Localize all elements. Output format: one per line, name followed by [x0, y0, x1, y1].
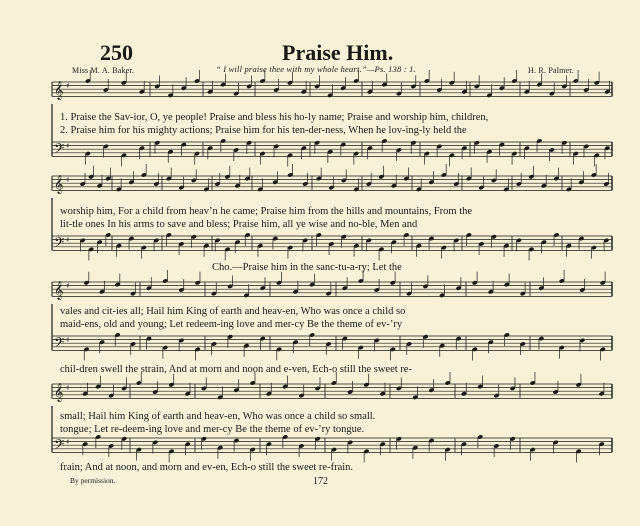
key-signature-sharp-icon: ♯	[66, 384, 70, 392]
bass-clef-icon: 𝄢	[54, 334, 65, 354]
key-signature-sharp-icon: ♯	[66, 176, 70, 184]
chorus-line: Cho.—Praise him in the sanc-tu-a-ry; Let the	[212, 262, 402, 273]
lyric-line-2: 2. Praise him for his mighty actions; Praise him for his ten-der-ness, When he lov-ing-ly held the	[60, 125, 467, 136]
permission-note: By permission.	[70, 476, 116, 485]
key-signature-sharp-icon: ♯	[66, 336, 70, 344]
hymn-title: Praise Him.	[282, 40, 394, 65]
key-signature-sharp-icon: ♯	[66, 438, 70, 446]
lyric-line-3: worship him, For a child from heav’n he came; Praise him from the hills and mountains, From the	[60, 206, 473, 217]
composer-credit: H. R. Palmer.	[528, 66, 574, 75]
treble-clef-icon: 𝄞	[54, 80, 64, 100]
lyric-line-10: tongue; Let re-deem-ing love and mer-cy Be the theme of ev-’ry tongue.	[60, 424, 365, 435]
lyric-line-7: maid-ens, old and young; Let redeem-ing love and mer-cy Be the theme of ev-’ry	[60, 319, 403, 330]
key-signature-sharp-icon: ♯	[66, 82, 70, 90]
lyric-line-11: frain; And at noon, and morn and ev-en, Ech-o still the sweet re-frain.	[60, 462, 354, 473]
page-number: 172	[313, 476, 328, 487]
hymn-number: 250	[100, 40, 133, 65]
bass-clef-icon: 𝄢	[54, 140, 65, 160]
treble-clef-icon: 𝄞	[54, 174, 64, 194]
bass-clef-icon: 𝄢	[54, 234, 65, 254]
treble-clef-icon: 𝄞	[54, 382, 64, 402]
treble-clef-icon: 𝄞	[54, 280, 64, 300]
lyric-line-8: chil-dren swell the strain, And at morn and noon and e-ven, Ech-o still the sweet re-	[60, 364, 412, 375]
lyricist-credit: Miss M. A. Baker.	[72, 66, 135, 75]
lyric-line-6: vales and cit-ies all; Hail him King of earth and heav-en, Who was once a child so	[60, 306, 406, 317]
key-signature-sharp-icon: ♯	[66, 142, 70, 150]
key-signature-sharp-icon: ♯	[66, 236, 70, 244]
bass-clef-icon: 𝄢	[54, 436, 65, 456]
scripture-reference: “ I will praise thee with my whole heart.”—Ps. 138 : 1.	[216, 64, 416, 74]
key-signature-sharp-icon: ♯	[66, 282, 70, 290]
lyric-line-4: lit-tle ones In his arms to save and bless; Praise him, all ye wise and no-ble, Men and	[60, 219, 418, 230]
lyric-line-1: 1. Praise the Sav-ior, O, ye people! Praise and bless his ho-ly name; Praise and worship him, children,	[60, 112, 489, 123]
lyric-line-9: small; Hail him King of earth and heav-en, Who was once a child so small.	[60, 411, 376, 422]
